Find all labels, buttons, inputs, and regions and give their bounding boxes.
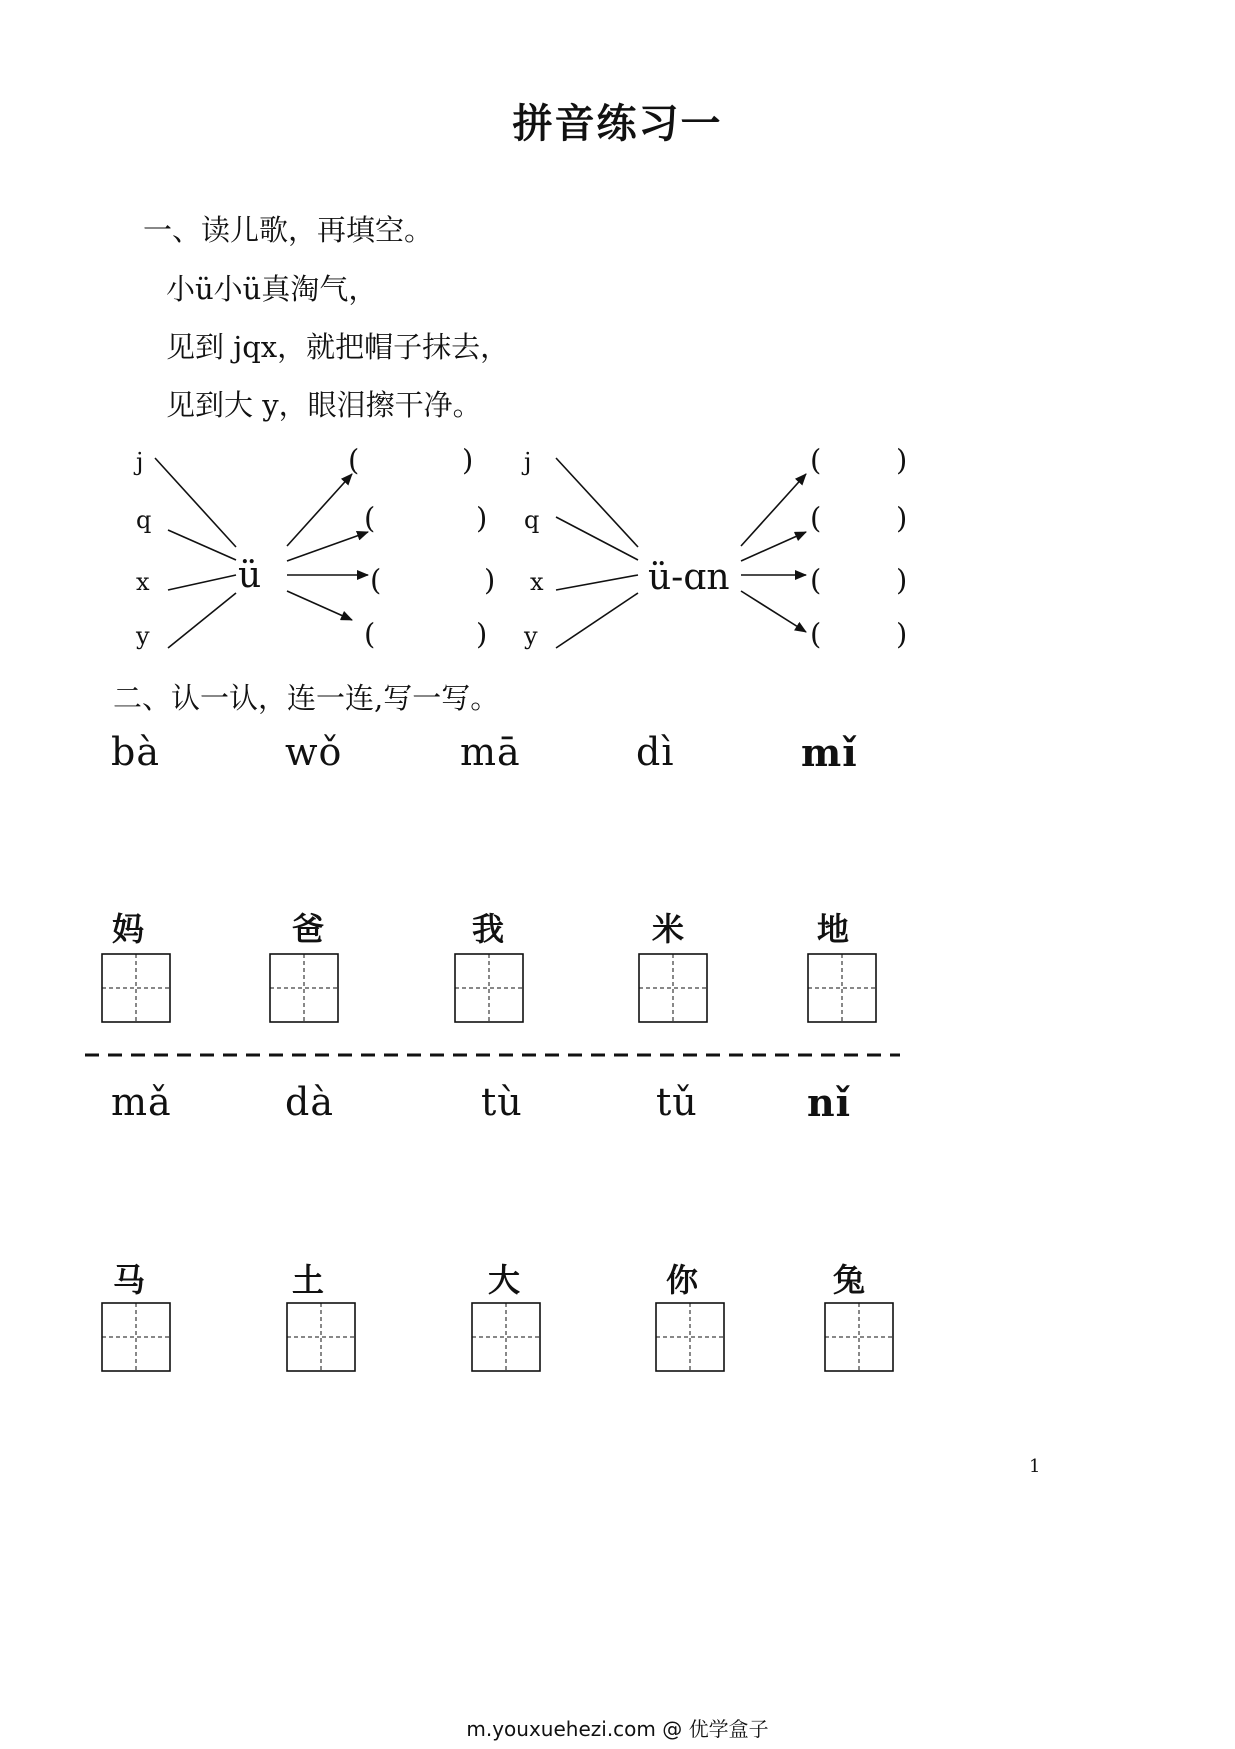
arrow-u-2 bbox=[287, 532, 368, 561]
line-j-u bbox=[155, 458, 236, 547]
blank-open: ( bbox=[810, 443, 822, 477]
tianzige-writing-box[interactable] bbox=[824, 1302, 894, 1372]
pinyin-item: dà bbox=[285, 1080, 334, 1124]
blank-close: ) bbox=[896, 563, 908, 597]
pinyin-item: tǔ bbox=[656, 1080, 698, 1124]
blank-close: ) bbox=[896, 617, 908, 651]
hanzi-item: 土 bbox=[292, 1261, 325, 1299]
pinyin-item: mǐ bbox=[801, 730, 858, 775]
blank-open: ( bbox=[810, 501, 822, 535]
arrow-u-4 bbox=[287, 591, 352, 620]
initial-y: y bbox=[136, 622, 150, 650]
initial-x: x bbox=[136, 568, 150, 596]
tianzige-writing-box[interactable] bbox=[471, 1302, 541, 1372]
line-q-uan bbox=[556, 517, 638, 560]
tianzige-writing-box[interactable] bbox=[807, 953, 877, 1023]
blank-open: ( bbox=[348, 443, 360, 477]
line-x-uan bbox=[556, 575, 638, 590]
line-q-u bbox=[168, 530, 236, 560]
pinyin-item: nǐ bbox=[807, 1080, 852, 1125]
blank-close: ) bbox=[462, 443, 474, 477]
hanzi-item: 马 bbox=[113, 1261, 146, 1299]
blank-close: ) bbox=[484, 563, 496, 597]
blank-open: ( bbox=[810, 617, 822, 651]
tianzige-writing-box[interactable] bbox=[269, 953, 339, 1023]
initial-q: q bbox=[524, 506, 540, 534]
blank-open: ( bbox=[364, 617, 376, 651]
blank-close: ) bbox=[896, 443, 908, 477]
tianzige-writing-box[interactable] bbox=[655, 1302, 725, 1372]
hanzi-item: 爸 bbox=[292, 910, 325, 948]
initial-x: x bbox=[530, 568, 544, 596]
initial-y: y bbox=[524, 622, 538, 650]
blank-close: ) bbox=[476, 501, 488, 535]
section2-heading: 二、认一认，连一连,写一写。 bbox=[113, 681, 500, 715]
hanzi-item: 地 bbox=[817, 910, 850, 948]
line-j-uan bbox=[556, 458, 638, 547]
tianzige-writing-box[interactable] bbox=[101, 953, 171, 1023]
pinyin-item: mǎ bbox=[111, 1080, 172, 1124]
arrow-uan-4 bbox=[741, 591, 806, 632]
hanzi-item: 妈 bbox=[112, 910, 145, 948]
pinyin-item: tù bbox=[481, 1080, 523, 1124]
arrow-u-1 bbox=[287, 474, 352, 546]
page-title: 拼音练习一 bbox=[512, 100, 723, 147]
arrow-uan-1 bbox=[741, 474, 806, 546]
line-y-u bbox=[168, 593, 236, 648]
rhyme-line-3: 见到大 y，眼泪擦干净。 bbox=[166, 388, 482, 422]
final-u-label: ü bbox=[238, 555, 262, 596]
hanzi-item: 兔 bbox=[833, 1261, 866, 1299]
initial-j: j bbox=[524, 448, 532, 476]
tianzige-writing-box[interactable] bbox=[454, 953, 524, 1023]
tianzige-writing-box[interactable] bbox=[638, 953, 708, 1023]
final-uan-label: ü-ɑn bbox=[648, 557, 730, 598]
pinyin-item: dì bbox=[636, 730, 675, 774]
hanzi-item: 米 bbox=[652, 910, 685, 948]
blank-open: ( bbox=[364, 501, 376, 535]
blank-close: ) bbox=[476, 617, 488, 651]
pinyin-item: wǒ bbox=[285, 730, 343, 774]
initial-q: q bbox=[136, 506, 152, 534]
rhyme-line-1: 小ü小ü真淘气， bbox=[166, 272, 378, 306]
blank-open: ( bbox=[370, 563, 382, 597]
footer-watermark: m.youxuehezi.com @ 优学盒子 bbox=[466, 1717, 769, 1741]
page-number: 1 bbox=[1029, 1456, 1041, 1477]
tianzige-writing-box[interactable] bbox=[101, 1302, 171, 1372]
hanzi-item: 大 bbox=[488, 1261, 521, 1299]
hanzi-item: 你 bbox=[666, 1261, 699, 1299]
tianzige-writing-box[interactable] bbox=[286, 1302, 356, 1372]
hanzi-item: 我 bbox=[472, 910, 505, 948]
blank-close: ) bbox=[896, 501, 908, 535]
pinyin-item: mā bbox=[460, 730, 521, 774]
rhyme-line-2: 见到 jqx，就把帽子抹去， bbox=[166, 330, 510, 364]
section1-heading: 一、读儿歌，再填空。 bbox=[143, 213, 434, 247]
line-x-u bbox=[168, 575, 236, 590]
line-y-uan bbox=[556, 593, 638, 648]
blank-open: ( bbox=[810, 563, 822, 597]
pinyin-item: bà bbox=[111, 730, 160, 774]
initial-j: j bbox=[136, 448, 144, 476]
